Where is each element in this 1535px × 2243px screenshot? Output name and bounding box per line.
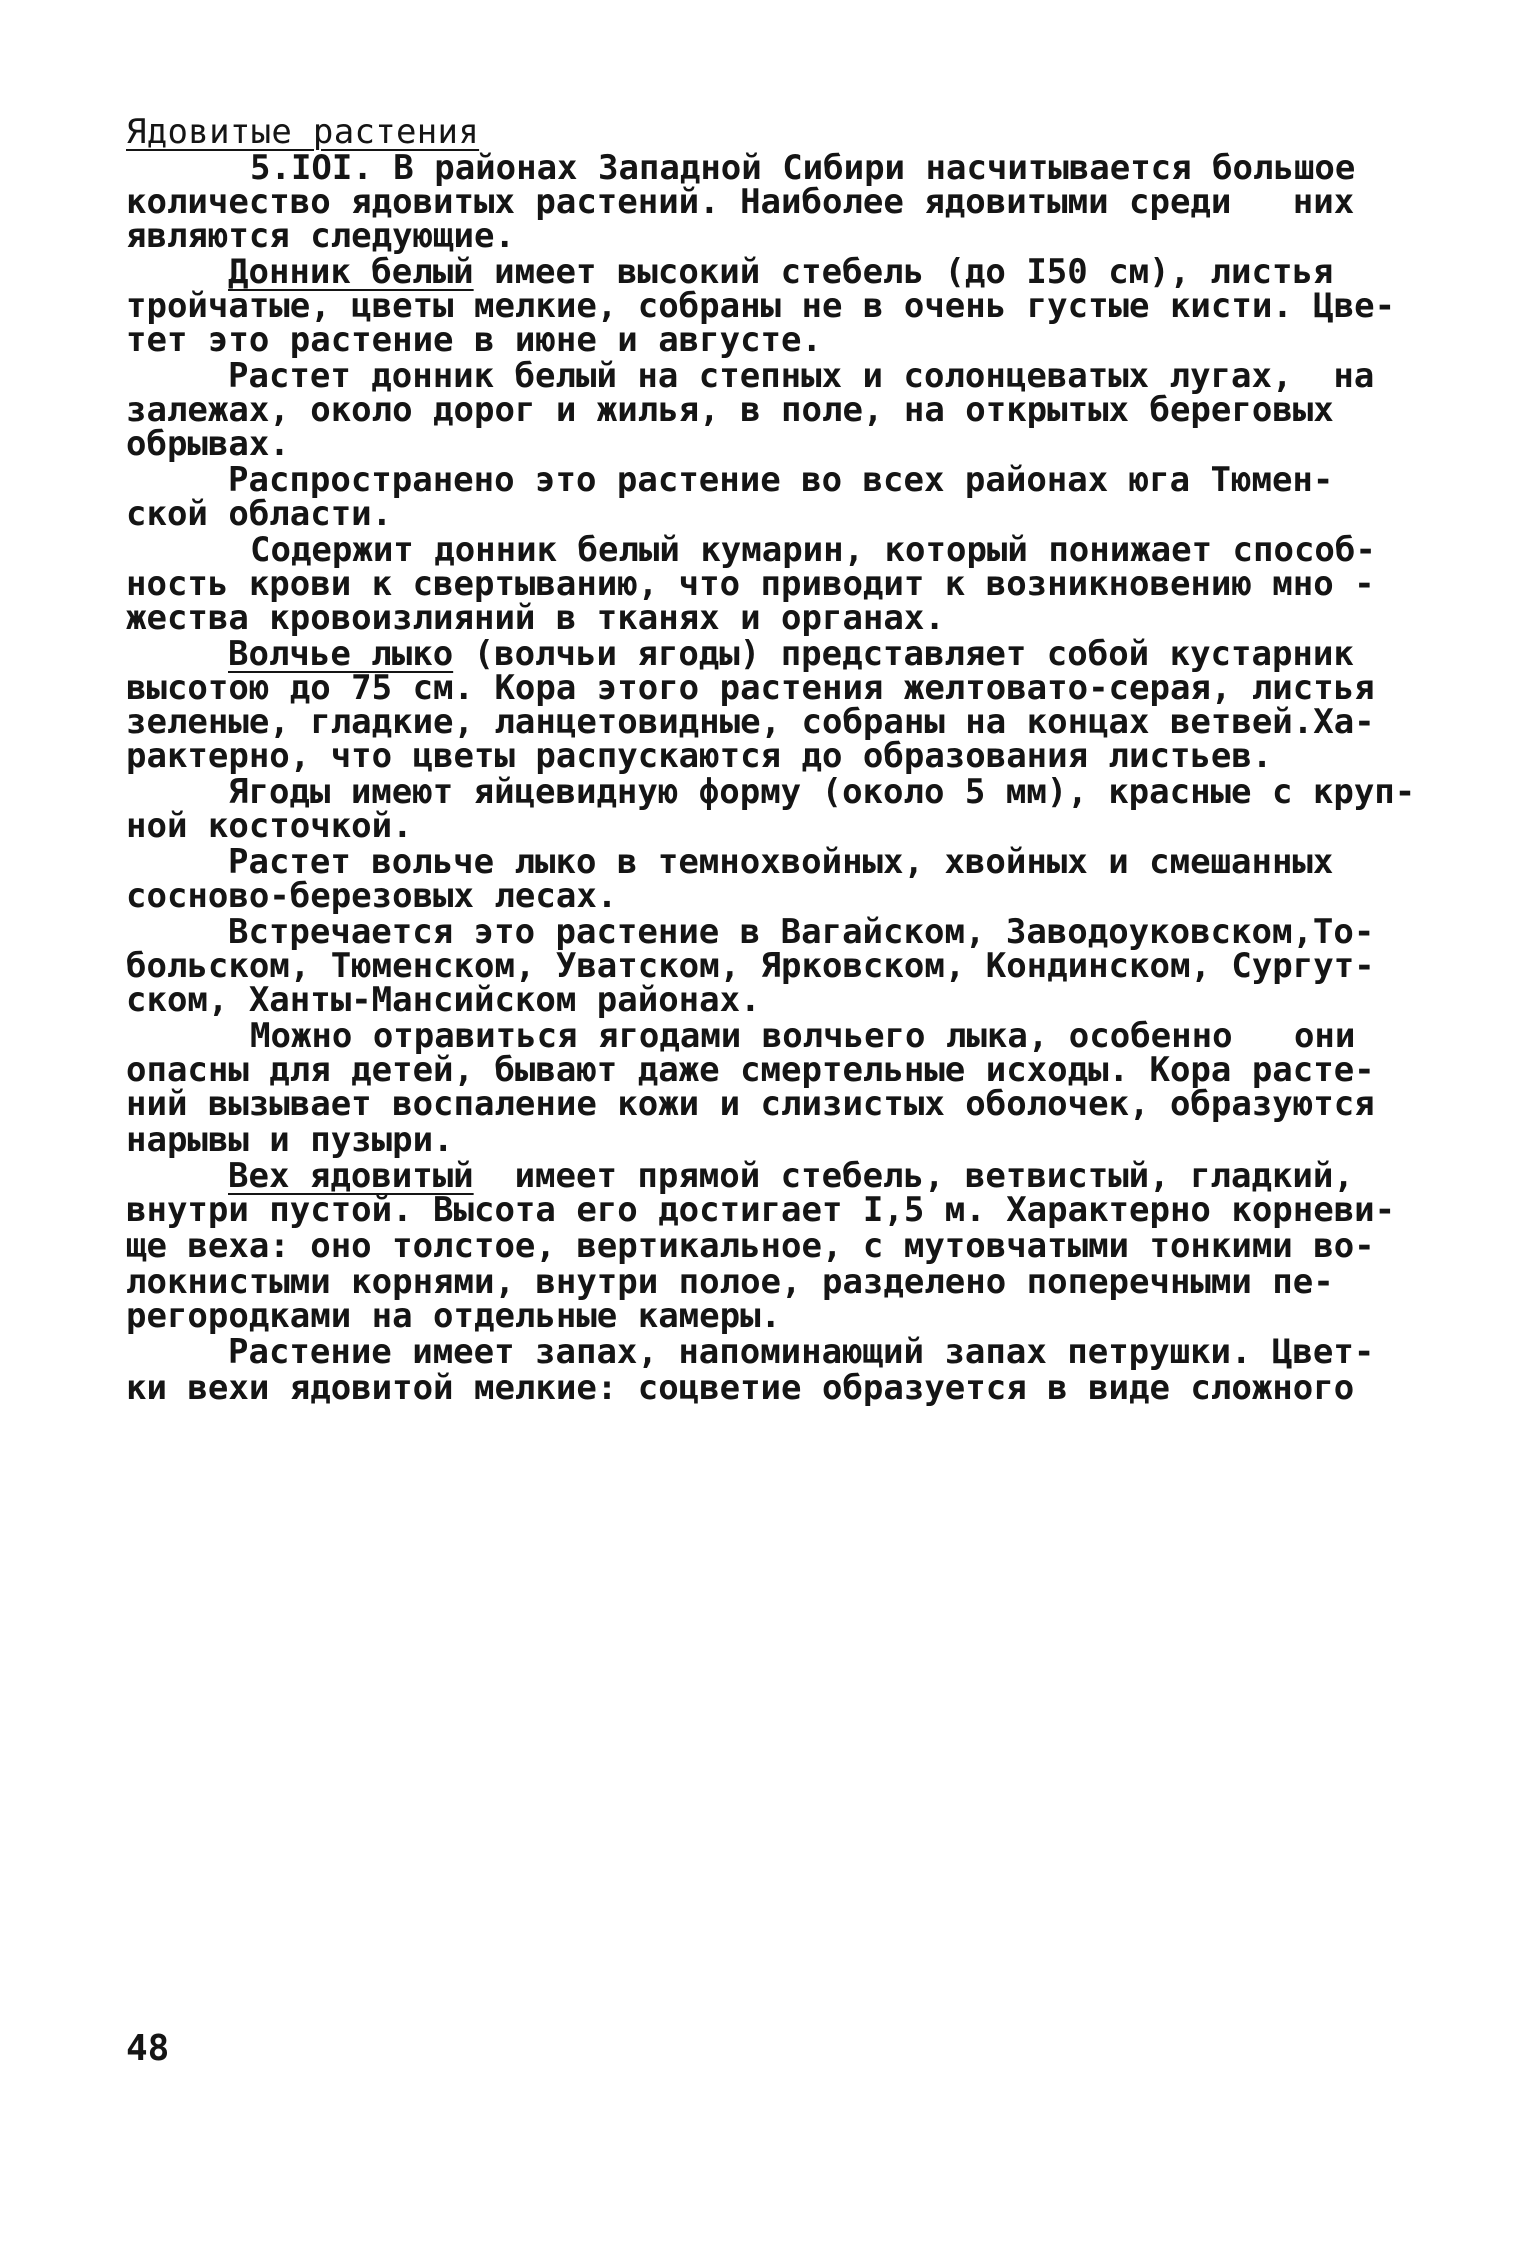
text-line: опасны для детей, бывают даже смертельные исходы. Кора расте-	[126, 1050, 1375, 1090]
text-line: ще веха: оно толстое, вертикальное, с мутовчатыми тонкими во-	[126, 1226, 1375, 1266]
text-line: 5.IOI. В районах Западной Сибири насчитывается большое	[250, 148, 1356, 188]
text-line: ской области.	[126, 494, 393, 534]
text-line: тет это растение в июне и августе.	[126, 320, 822, 360]
text-line: жества кровоизлияний в тканях и органах.	[126, 598, 945, 638]
term-vekh-yadovity: Вех ядовитый	[228, 1156, 474, 1196]
text-line: регородками на отдельные камеры.	[126, 1296, 782, 1336]
text-line: Донник белый имеет высокий стебель (до I50 см), листья	[228, 252, 1334, 292]
text-line: тройчатые, цветы мелкие, собраны не в очень густые кисти. Цве-	[126, 286, 1396, 326]
text-line: количество ядовитых растений. Наиболее ядовитыми среди них	[126, 182, 1355, 222]
term-donnik: Донник белый	[228, 252, 474, 292]
term-volchye-lyko: Волчье лыко	[228, 634, 454, 674]
text-line: сосново-березовых лесах.	[126, 876, 618, 916]
text-line: ной косточкой.	[126, 806, 413, 846]
text-line: ность крови к свертыванию, что приводит к возникновению мно -	[126, 564, 1375, 604]
text-line: Содержит донник белый кумарин, который понижает способ-	[250, 530, 1376, 570]
text-line: Растет донник белый на степных и солонцеватых лугах, на	[228, 356, 1375, 396]
text-line: Растение имеет запах, напоминающий запах петрушки. Цвет-	[228, 1332, 1375, 1372]
text-line: являются следующие.	[126, 216, 515, 256]
text-line: высотою до 75 см. Кора этого растения желтовато-серая, листья	[126, 668, 1375, 708]
text-line: Вех ядовитый имеет прямой стебель, ветвистый, гладкий,	[228, 1156, 1354, 1196]
page-header: Ядовитые растения	[126, 112, 480, 152]
text-line: внутри пустой. Высота его достигает I,5 м. Характерно корневи-	[126, 1190, 1396, 1230]
text-line: рактерно, что цветы распускаются до образования листьев.	[126, 736, 1273, 776]
text-line: нарывы и пузыри.	[126, 1120, 454, 1160]
page-number: 48	[126, 2028, 170, 2069]
text-line: Распространено это растение во всех районах юга Тюмен-	[228, 460, 1334, 500]
text-line: Встречается это растение в Вагайском, Заводоуковском,То-	[228, 912, 1375, 952]
text-line: больском, Тюменском, Уватском, Ярковском, Кондинском, Сургут-	[126, 946, 1375, 986]
text-line: обрывах.	[126, 424, 290, 464]
text-line: залежах, около дорог и жилья, в поле, на открытых береговых	[126, 390, 1334, 430]
text-line: Волчье лыко (волчьи ягоды) представляет собой кустарник	[228, 634, 1354, 674]
text-line: зеленые, гладкие, ланцетовидные, собраны на концах ветвей.Ха-	[126, 702, 1375, 742]
text-line: ний вызывает воспаление кожи и слизистых оболочек, образуются	[126, 1084, 1375, 1124]
text-line: Растет вольче лыко в темнохвойных, хвойных и смешанных	[228, 842, 1334, 882]
text-line: Можно отравиться ягодами волчьего лыка, особенно они	[250, 1016, 1356, 1056]
text-line: ки вехи ядовитой мелкие: соцветие образуется в виде сложного	[126, 1368, 1355, 1408]
text-line: локнистыми корнями, внутри полое, разделено поперечными пе-	[126, 1262, 1334, 1302]
text-line: ском, Ханты-Мансийском районах.	[126, 980, 761, 1020]
text-line: Ягоды имеют яйцевидную форму (около 5 мм), красные с круп-	[228, 772, 1416, 812]
